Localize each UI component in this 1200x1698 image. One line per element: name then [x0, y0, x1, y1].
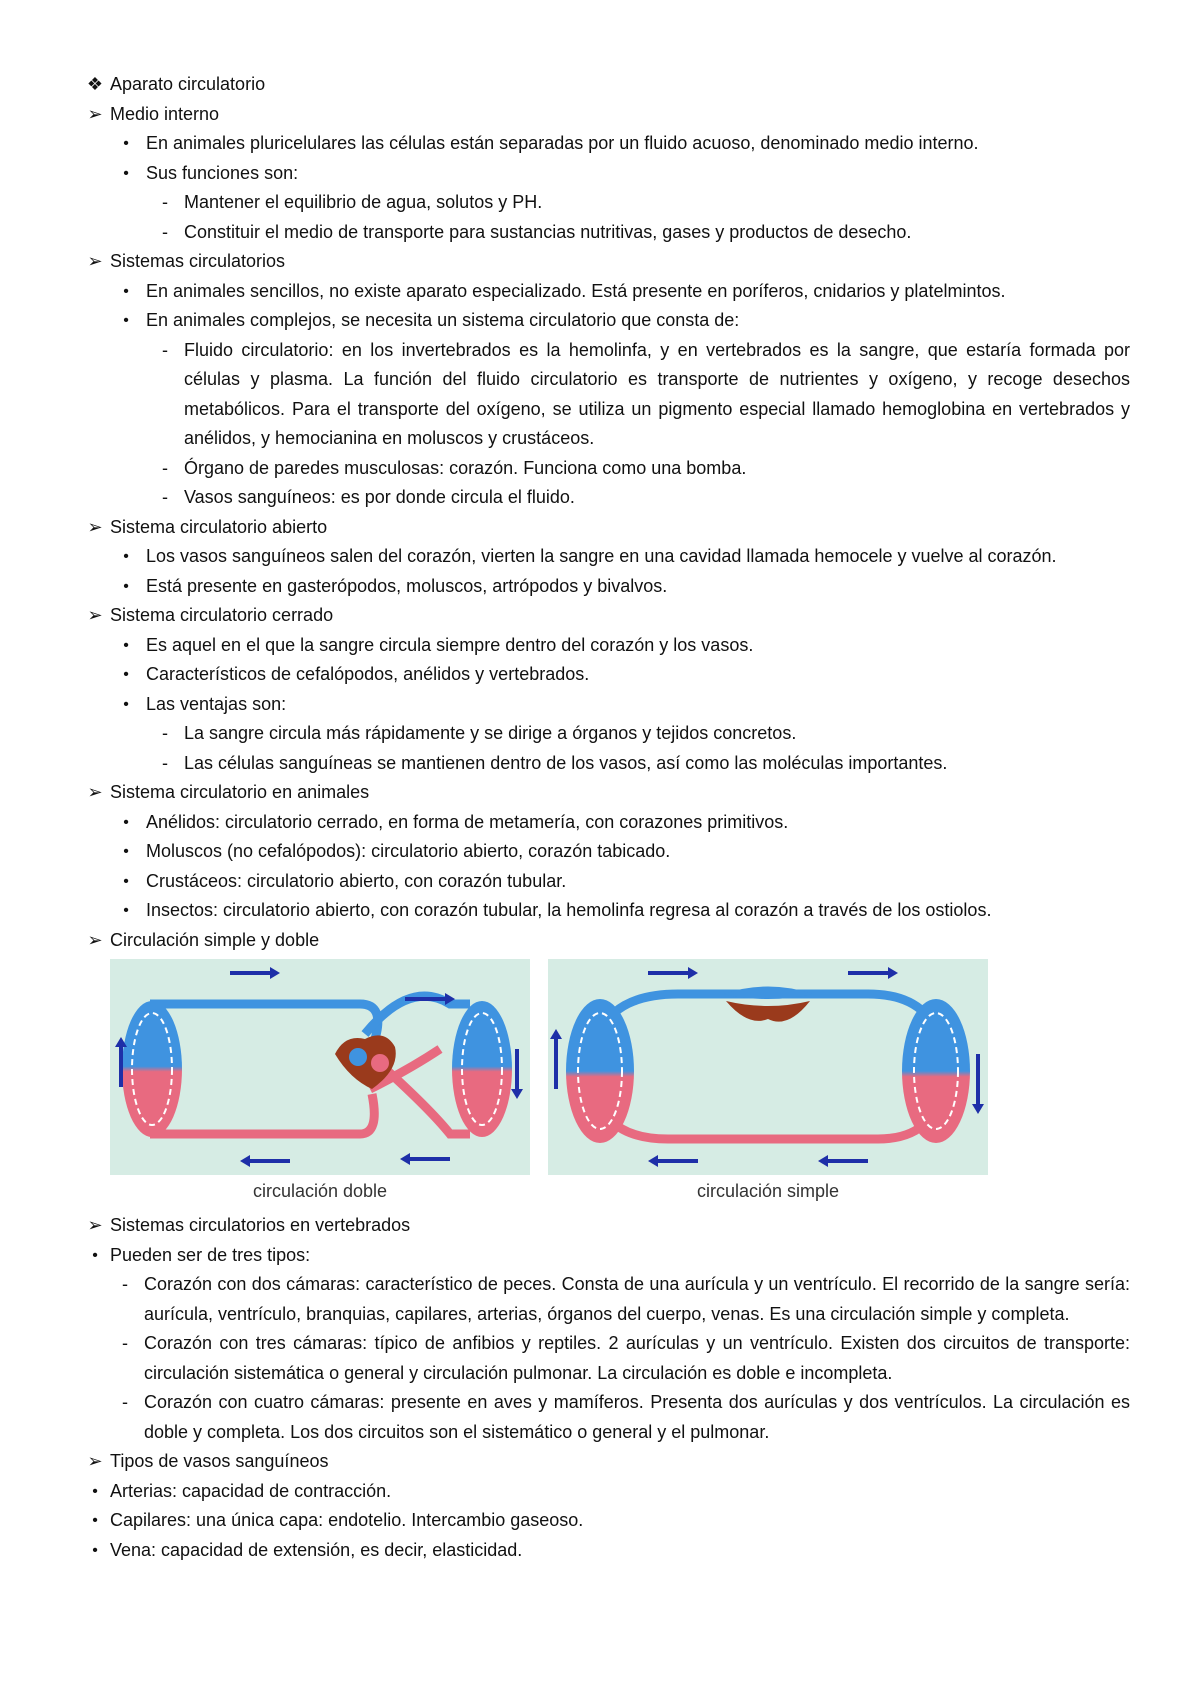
list-item-text: Los vasos sanguíneos salen del corazón, vierten la sangre en una cavidad llamada hemocele y vuelve al corazón. — [146, 546, 1057, 566]
bullet-marker: ➢ — [87, 929, 103, 950]
document-body — [80, 70, 1130, 1565]
bullet-marker: - — [162, 192, 168, 212]
list-item — [80, 926, 1130, 956]
body-capillary-bed-simple — [902, 999, 970, 1143]
bullet-marker: • — [123, 548, 129, 565]
list-item — [80, 719, 1130, 749]
bullet-marker: • — [123, 872, 129, 890]
list-item-text: Órgano de paredes musculosas: corazón. Funciona como una bomba. — [184, 457, 747, 478]
gill-capillary-bed — [566, 999, 634, 1143]
double-circulation-figure — [110, 959, 530, 1203]
list-item — [80, 896, 1130, 926]
list-item — [80, 159, 1130, 189]
bullet-marker: • — [92, 1482, 98, 1500]
list-item — [80, 1329, 1130, 1388]
bullet-marker: • — [123, 843, 129, 860]
list-item — [80, 837, 1130, 867]
bullet-marker: • — [92, 1541, 98, 1559]
list-item — [80, 1447, 1130, 1477]
bullet-marker: • — [123, 636, 129, 654]
list-item-text: Arterias: capacidad de contracción. — [110, 1480, 392, 1501]
bullet-marker: • — [123, 135, 129, 152]
list-item-text: Circulación simple y doble — [110, 929, 320, 950]
list-item-text: Vena: capacidad de extensión, es decir, elasticidad. — [110, 1539, 523, 1560]
list-item — [80, 1506, 1130, 1536]
list-item-text: Sistemas circulatorios en vertebrados — [110, 1215, 411, 1235]
bullet-marker: - — [162, 723, 168, 743]
bullet-marker: - — [162, 339, 168, 360]
list-item — [80, 867, 1130, 897]
bullet-marker: ➢ — [87, 516, 103, 537]
list-item-text: En animales complejos, se necesita un sistema circulatorio que consta de: — [146, 310, 740, 330]
list-item-text: Sistema circulatorio en animales — [110, 782, 370, 802]
list-item-text: Corazón con dos cámaras: característico de peces. Consta de una aurícula y un ventrículo. El recorrido de la sangre sería: aurícula, ventrículo, branquias, capilares, arterias, órganos del cuerpo, venas. Es una circulación simple y completa. — [144, 1274, 1130, 1324]
simple-circulation-diagram — [548, 959, 988, 1175]
list-item — [80, 690, 1130, 720]
bullet-marker: - — [162, 487, 168, 507]
list-item — [80, 542, 1130, 572]
bullet-marker: • — [123, 282, 129, 300]
list-item — [80, 129, 1130, 159]
list-item-text: Las células sanguíneas se mantienen dentro de los vasos, así como las moléculas importantes. — [184, 752, 948, 773]
bullet-marker: • — [92, 1246, 98, 1264]
simple-circulation-caption: circulación simple — [696, 1181, 840, 1201]
list-item — [80, 572, 1130, 602]
bullet-marker: • — [123, 902, 129, 919]
list-item — [80, 70, 1130, 100]
list-item — [80, 1211, 1130, 1241]
list-item — [80, 660, 1130, 690]
bullet-marker: - — [162, 221, 168, 242]
list-item-text: Vasos sanguíneos: es por donde circula el fluido. — [184, 487, 575, 507]
list-item-text: Las ventajas son: — [146, 693, 287, 714]
list-item-text: Constituir el medio de transporte para sustancias nutritivas, gases y productos de desecho. — [184, 221, 912, 242]
list-item — [80, 306, 1130, 336]
list-item-text: Mantener el equilibrio de agua, solutos y PH. — [184, 192, 543, 212]
notes-list-bottom — [80, 1211, 1130, 1565]
list-item — [80, 218, 1130, 248]
list-item-text: Anélidos: circulatorio cerrado, en forma de metamería, con corazones primitivos. — [146, 811, 789, 832]
simple-circulation-figure — [548, 959, 988, 1203]
list-item — [80, 631, 1130, 661]
list-item-text: Capilares: una única capa: endotelio. Intercambio gaseoso. — [110, 1510, 584, 1530]
list-item-text: Sistema circulatorio abierto — [110, 516, 328, 537]
list-item-text: Pueden ser de tres tipos: — [110, 1244, 311, 1265]
bullet-marker: • — [123, 164, 129, 182]
list-item — [80, 247, 1130, 277]
list-item-text: Moluscos (no cefalópodos): circulatorio abierto, corazón tabicado. — [146, 841, 671, 861]
bullet-marker: • — [123, 577, 129, 595]
list-item-text: Característicos de cefalópodos, anélidos y vertebrados. — [146, 664, 590, 684]
bullet-marker: ➢ — [87, 251, 103, 271]
bullet-marker: ❖ — [86, 74, 104, 94]
bullet-marker: • — [92, 1512, 98, 1529]
list-item — [80, 277, 1130, 307]
list-item-text: Corazón con tres cámaras: típico de anfibios y reptiles. 2 aurículas y un ventrículo. Existen dos circuitos de transporte: circulación sistemática o general y circulación pulmonar. La circulación es doble e incompleta. — [144, 1333, 1130, 1383]
bullet-marker: • — [123, 666, 129, 683]
bullet-marker: • — [123, 695, 129, 713]
list-item-text: Insectos: circulatorio abierto, con corazón tubular, la hemolinfa regresa al corazón a través de los ostiolos. — [146, 900, 992, 920]
list-item-text: Sus funciones son: — [146, 162, 299, 183]
list-item-text: La sangre circula más rápidamente y se dirige a órganos y tejidos concretos. — [184, 723, 797, 743]
bullet-marker: - — [162, 457, 168, 478]
list-item — [80, 188, 1130, 218]
list-item — [80, 513, 1130, 543]
list-item — [80, 100, 1130, 130]
list-item — [80, 483, 1130, 513]
list-item-text: Está presente en gasterópodos, moluscos, artrópodos y bivalvos. — [146, 575, 668, 596]
list-item-text: Tipos de vasos sanguíneos — [110, 1451, 329, 1471]
circulation-figures — [110, 955, 1130, 1211]
bullet-marker: - — [122, 1392, 128, 1412]
list-item-text: Medio interno — [110, 103, 220, 124]
list-item-text: Es aquel en el que la sangre circula siempre dentro del corazón y los vasos. — [146, 634, 754, 655]
bullet-marker: • — [123, 312, 129, 329]
list-item-text: En animales pluricelulares las células están separadas por un fluido acuoso, denominado medio interno. — [146, 133, 979, 153]
bullet-marker: - — [162, 752, 168, 773]
list-item — [80, 1241, 1130, 1271]
bullet-marker: ➢ — [87, 103, 103, 124]
list-item — [80, 1477, 1130, 1507]
list-item-text: Crustáceos: circulatorio abierto, con corazón tubular. — [146, 870, 567, 891]
list-item — [80, 1536, 1130, 1566]
list-item — [80, 1270, 1130, 1329]
list-item — [80, 749, 1130, 779]
list-item-text: Sistema circulatorio cerrado — [110, 605, 334, 625]
list-item-text: Sistemas circulatorios — [110, 251, 286, 271]
bullet-marker: • — [123, 813, 129, 831]
list-item — [80, 454, 1130, 484]
double-circulation-diagram — [110, 959, 530, 1175]
bullet-marker: ➢ — [87, 782, 103, 802]
list-item — [80, 778, 1130, 808]
list-item-text: Corazón con cuatro cámaras: presente en aves y mamíferos. Presenta dos aurículas y dos ventrículos. La circulación es doble y completa. Los dos circuitos son el sistemático o general y el pulmonar. — [144, 1392, 1130, 1442]
list-item-text: Fluido circulatorio: en los invertebrados es la hemolinfa, y en vertebrados es la sangre, que estaría formada por células y plasma. La función del fluido circulatorio es transporte de nutrientes y oxígeno, y recoge desechos metabólicos. Para el transporte del oxígeno, se utiliza un pigmento especial llamado hemoglobina en vertebrados y anélidos, y hemocianina en moluscos y crustáceos. — [184, 339, 1130, 448]
list-item-text: Aparato circulatorio — [110, 74, 266, 94]
list-item — [80, 808, 1130, 838]
list-item — [80, 1388, 1130, 1447]
notes-list-top — [80, 70, 1130, 955]
bullet-marker: ➢ — [87, 1451, 103, 1471]
list-item-text: En animales sencillos, no existe aparato especializado. Está presente en poríferos, cnidarios y platelmintos. — [146, 280, 1006, 301]
double-circulation-caption: circulación doble — [252, 1181, 388, 1201]
bullet-marker: - — [122, 1274, 128, 1294]
bullet-marker: - — [122, 1333, 128, 1353]
list-item — [80, 601, 1130, 631]
bullet-marker: ➢ — [87, 605, 103, 625]
bullet-marker: ➢ — [87, 1215, 103, 1235]
list-item — [80, 336, 1130, 454]
